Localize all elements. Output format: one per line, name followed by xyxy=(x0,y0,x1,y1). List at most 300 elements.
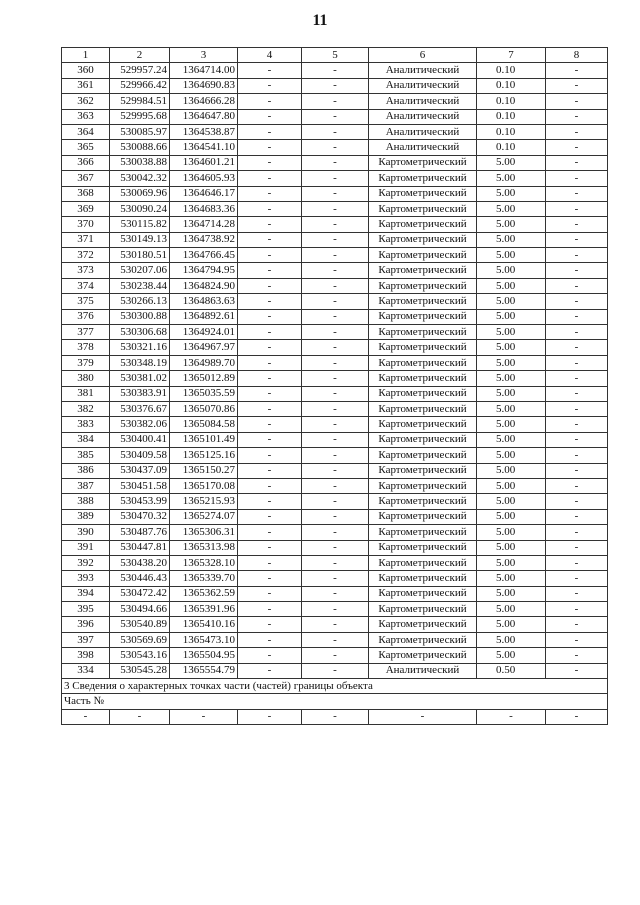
table-cell: Картометрический xyxy=(369,263,477,278)
part-label: Часть № xyxy=(62,694,608,709)
table-cell: 389 xyxy=(62,509,110,524)
table-row xyxy=(62,94,608,109)
table-cell: - xyxy=(302,248,369,263)
table-row xyxy=(62,617,608,632)
table-cell: 1365101.49 xyxy=(170,432,238,447)
table-cell: Картометрический xyxy=(369,494,477,509)
table-cell: - xyxy=(238,417,302,432)
table-cell: Картометрический xyxy=(369,555,477,570)
table-cell: - xyxy=(546,525,608,540)
table-cell: 5.00 xyxy=(477,309,546,324)
table-cell: - xyxy=(302,355,369,370)
table-cell: - xyxy=(238,109,302,124)
table-cell: Картометрический xyxy=(369,309,477,324)
table-cell: - xyxy=(546,602,608,617)
table-cell: 391 xyxy=(62,540,110,555)
table-cell: 1364647.80 xyxy=(170,109,238,124)
table-cell: 530451.58 xyxy=(110,478,170,493)
table-cell: - xyxy=(546,540,608,555)
table-cell: - xyxy=(302,401,369,416)
table-cell: 529957.24 xyxy=(110,63,170,78)
table-cell: 390 xyxy=(62,525,110,540)
table-cell: Картометрический xyxy=(369,448,477,463)
table-cell: Картометрический xyxy=(369,478,477,493)
table-row xyxy=(62,648,608,663)
table-cell: 5.00 xyxy=(477,248,546,263)
table-cell: 5.00 xyxy=(477,186,546,201)
table-row xyxy=(62,217,608,232)
table-cell: - xyxy=(238,232,302,247)
table-cell: - xyxy=(302,309,369,324)
table-cell: 1365410.16 xyxy=(170,617,238,632)
table-cell: 5.00 xyxy=(477,494,546,509)
table-cell: Картометрический xyxy=(369,540,477,555)
table-cell: Картометрический xyxy=(369,294,477,309)
table-cell: 1364714.28 xyxy=(170,217,238,232)
table-cell: Аналитический xyxy=(369,140,477,155)
table-cell: 0.10 xyxy=(477,140,546,155)
table-row xyxy=(62,263,608,278)
table-row xyxy=(62,509,608,524)
table-cell: 369 xyxy=(62,201,110,216)
table-cell: - xyxy=(546,663,608,678)
table-row xyxy=(62,325,608,340)
table-cell: 5.00 xyxy=(477,448,546,463)
table-cell: - xyxy=(302,432,369,447)
table-cell: 530266.13 xyxy=(110,294,170,309)
column-header-5: 5 xyxy=(302,48,369,63)
table-cell: - xyxy=(238,355,302,370)
table-cell: 530543.16 xyxy=(110,648,170,663)
table-cell: - xyxy=(238,386,302,401)
table-cell: 5.00 xyxy=(477,340,546,355)
table-cell: 1364714.00 xyxy=(170,63,238,78)
table-cell: 0.10 xyxy=(477,124,546,139)
table-cell: 530038.88 xyxy=(110,155,170,170)
table-cell: 5.00 xyxy=(477,417,546,432)
table-cell: - xyxy=(238,217,302,232)
table-cell: - xyxy=(238,124,302,139)
table-cell: 1365084.58 xyxy=(170,417,238,432)
table-cell: 530447.81 xyxy=(110,540,170,555)
table-cell: - xyxy=(302,201,369,216)
table-cell: - xyxy=(302,294,369,309)
table-cell: - xyxy=(546,709,608,724)
table-row xyxy=(62,278,608,293)
table-cell: - xyxy=(238,94,302,109)
table-cell: 395 xyxy=(62,602,110,617)
table-cell: 530446.43 xyxy=(110,571,170,586)
table-cell: 1365012.89 xyxy=(170,371,238,386)
table-cell: - xyxy=(238,525,302,540)
table-cell: 530545.28 xyxy=(110,663,170,678)
table-cell: 5.00 xyxy=(477,263,546,278)
table-row xyxy=(62,186,608,201)
table-cell: 377 xyxy=(62,325,110,340)
table-cell: 5.00 xyxy=(477,232,546,247)
table-cell: - xyxy=(546,155,608,170)
table-cell: 367 xyxy=(62,171,110,186)
table-cell: - xyxy=(546,263,608,278)
table-cell: Картометрический xyxy=(369,602,477,617)
table-cell: Картометрический xyxy=(369,617,477,632)
table-cell: 334 xyxy=(62,663,110,678)
table-cell: 1365504.95 xyxy=(170,648,238,663)
table-cell: - xyxy=(302,586,369,601)
table-cell: - xyxy=(546,325,608,340)
table-cell: 5.00 xyxy=(477,155,546,170)
table-cell: - xyxy=(302,463,369,478)
table-cell: Картометрический xyxy=(369,278,477,293)
table-cell: - xyxy=(302,140,369,155)
table-cell: - xyxy=(238,709,302,724)
table-cell: - xyxy=(369,709,477,724)
table-cell: 373 xyxy=(62,263,110,278)
column-header-1: 1 xyxy=(62,48,110,63)
table-cell: 380 xyxy=(62,371,110,386)
table-cell: - xyxy=(477,709,546,724)
table-cell: 385 xyxy=(62,448,110,463)
table-cell: - xyxy=(238,371,302,386)
table-cell: 5.00 xyxy=(477,325,546,340)
table-cell: - xyxy=(546,309,608,324)
table-cell: 387 xyxy=(62,478,110,493)
table-cell: 0.10 xyxy=(477,78,546,93)
table-cell: - xyxy=(238,155,302,170)
table-cell: 0.50 xyxy=(477,663,546,678)
table-cell: - xyxy=(238,448,302,463)
empty-row xyxy=(62,709,608,724)
table-cell: - xyxy=(238,494,302,509)
characteristic-points-table xyxy=(61,47,608,725)
table-row xyxy=(62,201,608,216)
table-cell: - xyxy=(238,78,302,93)
table-row xyxy=(62,371,608,386)
table-cell: 378 xyxy=(62,340,110,355)
table-cell: 374 xyxy=(62,278,110,293)
table-row xyxy=(62,171,608,186)
table-cell: 5.00 xyxy=(477,386,546,401)
table-cell: 530376.67 xyxy=(110,401,170,416)
table-cell: 5.00 xyxy=(477,525,546,540)
table-cell: Картометрический xyxy=(369,325,477,340)
table-cell: - xyxy=(302,571,369,586)
table-cell: - xyxy=(62,709,110,724)
table-cell: 1365473.10 xyxy=(170,632,238,647)
table-cell: 5.00 xyxy=(477,632,546,647)
table-cell: - xyxy=(546,186,608,201)
table-cell: 1364892.61 xyxy=(170,309,238,324)
table-cell: - xyxy=(302,171,369,186)
table-cell: 530042.32 xyxy=(110,171,170,186)
table-cell: 396 xyxy=(62,617,110,632)
table-cell: 1364683.36 xyxy=(170,201,238,216)
table-cell: - xyxy=(546,355,608,370)
table-cell: 530180.51 xyxy=(110,248,170,263)
table-cell: 530470.32 xyxy=(110,509,170,524)
table-cell: Картометрический xyxy=(369,155,477,170)
table-cell: - xyxy=(238,663,302,678)
table-cell: 530540.89 xyxy=(110,617,170,632)
table-row xyxy=(62,525,608,540)
table-cell: - xyxy=(546,401,608,416)
table-cell: - xyxy=(238,586,302,601)
table-cell: 398 xyxy=(62,648,110,663)
table-cell: - xyxy=(238,140,302,155)
table-cell: 1365170.08 xyxy=(170,478,238,493)
table-cell: 530409.58 xyxy=(110,448,170,463)
table-cell: 530383.91 xyxy=(110,386,170,401)
table-row xyxy=(62,663,608,678)
table-cell: Картометрический xyxy=(369,401,477,416)
table-cell: 363 xyxy=(62,109,110,124)
table-cell: Картометрический xyxy=(369,586,477,601)
table-cell: 365 xyxy=(62,140,110,155)
table-cell: 379 xyxy=(62,355,110,370)
table-cell: 397 xyxy=(62,632,110,647)
table-cell: 5.00 xyxy=(477,478,546,493)
table-cell: 372 xyxy=(62,248,110,263)
table-cell: - xyxy=(238,171,302,186)
section-title: 3 Сведения о характерных точках части (частей) границы объекта xyxy=(62,679,608,694)
table-cell: 360 xyxy=(62,63,110,78)
table-cell: 364 xyxy=(62,124,110,139)
table-cell: - xyxy=(546,201,608,216)
table-row xyxy=(62,432,608,447)
table-cell: 1364541.10 xyxy=(170,140,238,155)
table-cell: - xyxy=(302,186,369,201)
table-cell: - xyxy=(302,509,369,524)
table-cell: - xyxy=(302,63,369,78)
table-cell: Картометрический xyxy=(369,386,477,401)
table-cell: Картометрический xyxy=(369,432,477,447)
table-cell: 5.00 xyxy=(477,617,546,632)
table-cell: 530494.66 xyxy=(110,602,170,617)
table-cell: 371 xyxy=(62,232,110,247)
table-cell: 0.10 xyxy=(477,94,546,109)
table-cell: - xyxy=(302,617,369,632)
table-row xyxy=(62,78,608,93)
table-cell: 1365391.96 xyxy=(170,602,238,617)
table-cell: 384 xyxy=(62,432,110,447)
table-row xyxy=(62,155,608,170)
table-row xyxy=(62,355,608,370)
table-cell: 5.00 xyxy=(477,201,546,216)
table-cell: - xyxy=(238,340,302,355)
table-cell: 1365125.16 xyxy=(170,448,238,463)
table-cell: 530300.88 xyxy=(110,309,170,324)
table-cell: - xyxy=(546,94,608,109)
table-cell: Картометрический xyxy=(369,355,477,370)
table-cell: 530569.69 xyxy=(110,632,170,647)
table-cell: - xyxy=(302,632,369,647)
table-row xyxy=(62,248,608,263)
table-cell: - xyxy=(302,155,369,170)
table-cell: - xyxy=(238,602,302,617)
table-cell: - xyxy=(546,78,608,93)
table-cell: 394 xyxy=(62,586,110,601)
table-cell: - xyxy=(302,94,369,109)
table-cell: Аналитический xyxy=(369,109,477,124)
table-cell: - xyxy=(302,232,369,247)
table-cell: 1365274.07 xyxy=(170,509,238,524)
table-cell: - xyxy=(546,232,608,247)
table-cell: 529966.42 xyxy=(110,78,170,93)
table-cell: 530090.24 xyxy=(110,201,170,216)
table-cell: 530381.02 xyxy=(110,371,170,386)
table-cell: 383 xyxy=(62,417,110,432)
table-cell: 530207.06 xyxy=(110,263,170,278)
column-header-2: 2 xyxy=(110,48,170,63)
table-cell: 1365328.10 xyxy=(170,555,238,570)
table-cell: 1364601.21 xyxy=(170,155,238,170)
table-cell: - xyxy=(546,340,608,355)
table-row xyxy=(62,478,608,493)
table-row xyxy=(62,386,608,401)
column-header-3: 3 xyxy=(170,48,238,63)
table-cell: 5.00 xyxy=(477,171,546,186)
table-cell: - xyxy=(238,401,302,416)
header-row xyxy=(62,48,608,63)
table-cell: - xyxy=(238,632,302,647)
table-cell: 1364794.95 xyxy=(170,263,238,278)
column-header-7: 7 xyxy=(477,48,546,63)
table-cell: - xyxy=(238,248,302,263)
table-cell: Картометрический xyxy=(369,509,477,524)
table-cell: - xyxy=(302,555,369,570)
table-cell: 530088.66 xyxy=(110,140,170,155)
table-cell: - xyxy=(238,463,302,478)
table-cell: 1365035.59 xyxy=(170,386,238,401)
table-cell: Картометрический xyxy=(369,525,477,540)
table-cell: - xyxy=(546,417,608,432)
table-row xyxy=(62,232,608,247)
table-cell: - xyxy=(238,509,302,524)
table-cell: 530085.97 xyxy=(110,124,170,139)
table-cell: 5.00 xyxy=(477,463,546,478)
table-cell: 368 xyxy=(62,186,110,201)
table-cell: 1364690.83 xyxy=(170,78,238,93)
table-cell: - xyxy=(546,294,608,309)
table-cell: - xyxy=(302,525,369,540)
table-row xyxy=(62,417,608,432)
table-row xyxy=(62,294,608,309)
table-row xyxy=(62,540,608,555)
table-cell: Аналитический xyxy=(369,663,477,678)
table-cell: - xyxy=(302,386,369,401)
table-row xyxy=(62,63,608,78)
table-cell: 530472.42 xyxy=(110,586,170,601)
table-cell: - xyxy=(238,325,302,340)
table-cell: - xyxy=(546,478,608,493)
table-cell: - xyxy=(546,463,608,478)
table-cell: - xyxy=(238,555,302,570)
table-row xyxy=(62,494,608,509)
table-row xyxy=(62,586,608,601)
section-title-row xyxy=(62,679,608,694)
table-cell: 530487.76 xyxy=(110,525,170,540)
table-cell: - xyxy=(546,555,608,570)
table-cell: - xyxy=(546,586,608,601)
table-cell: - xyxy=(302,602,369,617)
table-cell: 530069.96 xyxy=(110,186,170,201)
table-cell: - xyxy=(546,494,608,509)
column-header-8: 8 xyxy=(546,48,608,63)
part-label-row xyxy=(62,694,608,709)
table-cell: - xyxy=(546,432,608,447)
table-cell: 5.00 xyxy=(477,602,546,617)
table-cell: 1365362.59 xyxy=(170,586,238,601)
table-cell: 5.00 xyxy=(477,586,546,601)
table-cell: 361 xyxy=(62,78,110,93)
table-cell: 1364666.28 xyxy=(170,94,238,109)
table-cell: - xyxy=(302,340,369,355)
table-cell: 1364824.90 xyxy=(170,278,238,293)
table-cell: - xyxy=(302,109,369,124)
table-cell: 382 xyxy=(62,401,110,416)
table-row xyxy=(62,109,608,124)
table-cell: 0.10 xyxy=(477,63,546,78)
table-row xyxy=(62,401,608,416)
table-cell: 530321.16 xyxy=(110,340,170,355)
table-cell: - xyxy=(546,124,608,139)
table-cell: 392 xyxy=(62,555,110,570)
table-cell: 370 xyxy=(62,217,110,232)
table-cell: - xyxy=(546,448,608,463)
table-cell: - xyxy=(302,540,369,555)
table-row xyxy=(62,448,608,463)
table-cell: - xyxy=(546,140,608,155)
table-cell: 1365150.27 xyxy=(170,463,238,478)
page-number: 11 xyxy=(312,12,328,29)
table-cell: 1364605.93 xyxy=(170,171,238,186)
table-cell: 5.00 xyxy=(477,401,546,416)
table-cell: 5.00 xyxy=(477,555,546,570)
table-cell: Картометрический xyxy=(369,186,477,201)
table-cell: - xyxy=(302,263,369,278)
table-cell: 530149.13 xyxy=(110,232,170,247)
table-cell: Картометрический xyxy=(369,248,477,263)
table-cell: 376 xyxy=(62,309,110,324)
table-row xyxy=(62,463,608,478)
table-cell: Аналитический xyxy=(369,124,477,139)
table-cell: 530382.06 xyxy=(110,417,170,432)
table-cell: - xyxy=(302,217,369,232)
column-header-6: 6 xyxy=(369,48,477,63)
table-cell: Аналитический xyxy=(369,78,477,93)
table-cell: - xyxy=(238,571,302,586)
table-cell: - xyxy=(170,709,238,724)
table-cell: 530238.44 xyxy=(110,278,170,293)
table-cell: Картометрический xyxy=(369,217,477,232)
table-cell: 1364738.92 xyxy=(170,232,238,247)
table-row xyxy=(62,555,608,570)
table-cell: - xyxy=(238,432,302,447)
table-cell: - xyxy=(238,63,302,78)
table-cell: 1365313.98 xyxy=(170,540,238,555)
table-row xyxy=(62,140,608,155)
table-row xyxy=(62,309,608,324)
table-cell: - xyxy=(546,217,608,232)
table-cell: Картометрический xyxy=(369,648,477,663)
table-cell: Аналитический xyxy=(369,94,477,109)
table-cell: - xyxy=(302,663,369,678)
table-cell: 530400.41 xyxy=(110,432,170,447)
table-cell: - xyxy=(238,478,302,493)
table-cell: 388 xyxy=(62,494,110,509)
table-cell: 1364863.63 xyxy=(170,294,238,309)
table-cell: 5.00 xyxy=(477,509,546,524)
